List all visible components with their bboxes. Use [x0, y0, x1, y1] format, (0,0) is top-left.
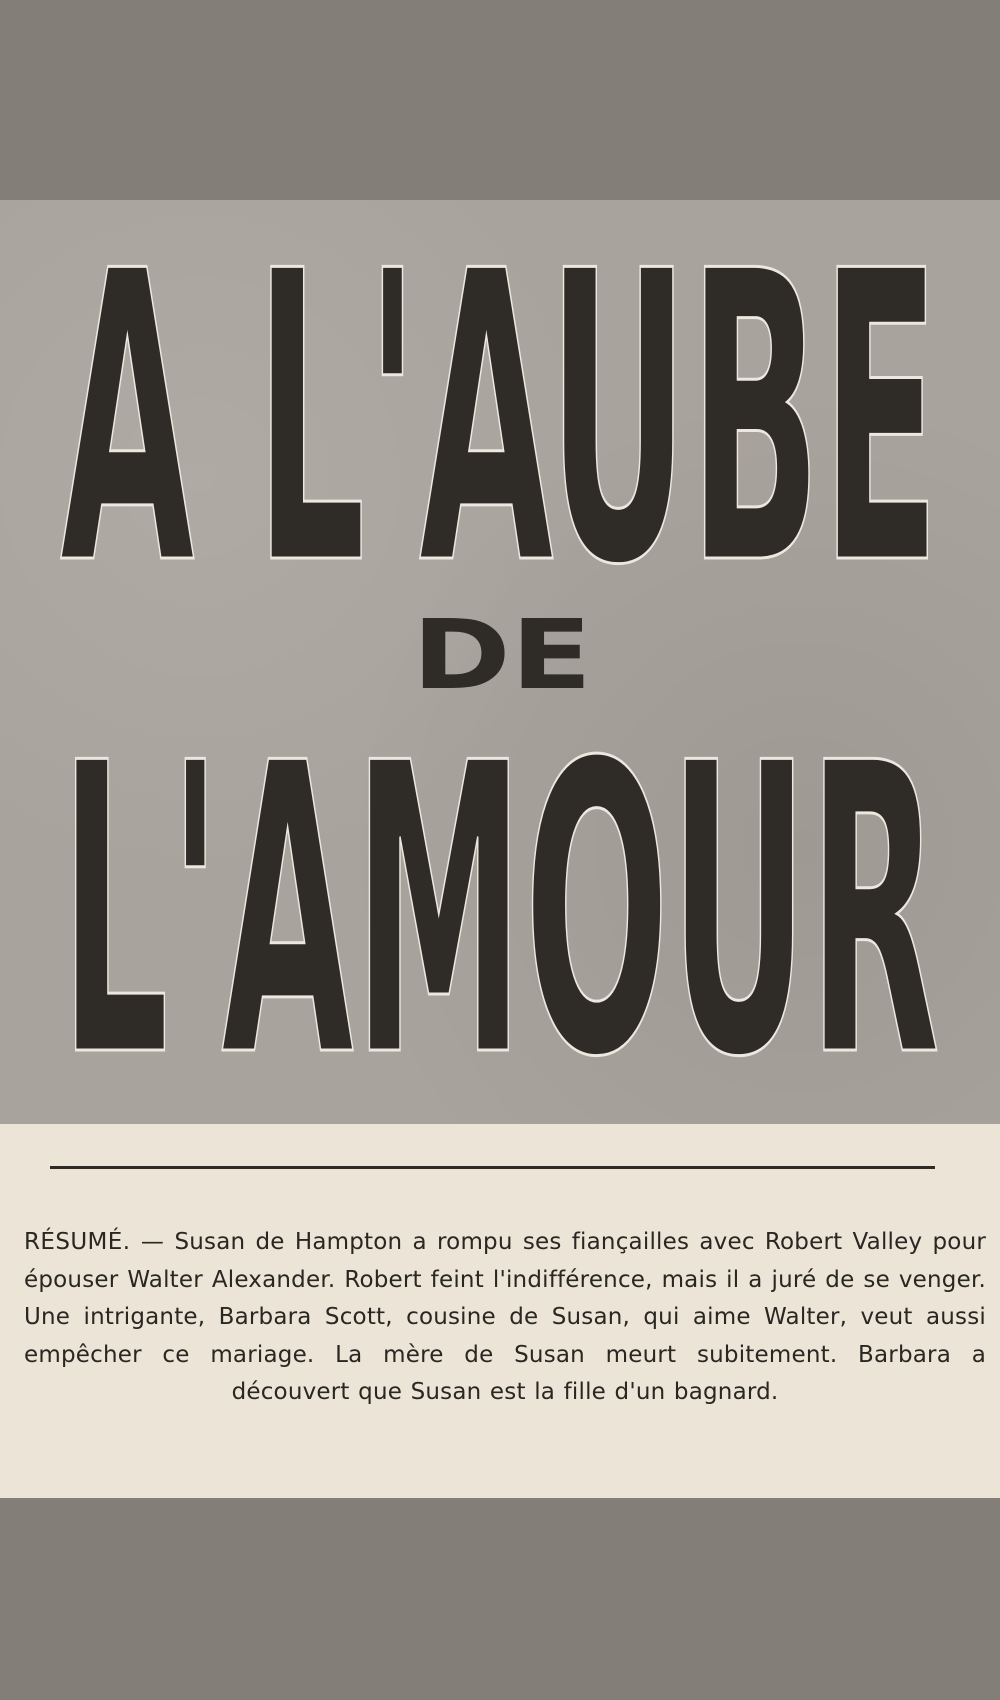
summary-lead: RÉSUMÉ. — — [24, 1229, 165, 1255]
story-title — [0, 200, 1000, 1124]
divider-rule — [50, 1166, 935, 1169]
title-line-1: A L'AUBE — [60, 200, 940, 653]
summary-text: Susan de Hampton a rompu ses fiançailles avec Robert Valley pour épouser Walter Alexander. Robert feint l'indifférence, mais il a juré de se venger. Une intrigante, Barbara Scott, cousine de Susan, qui aime Walter, veut aussi empêcher ce mariage. La mère de Susan meurt subitement. Barbara a découvert que Susan est la fille d'un bagnard. — [24, 1229, 987, 1405]
magazine-clipping — [0, 200, 1000, 1498]
summary-paragraph — [24, 1224, 986, 1412]
summary-panel — [0, 1124, 1000, 1498]
title-line-3: L'AMOUR — [60, 680, 940, 1124]
title-line-2: DE — [412, 599, 592, 711]
title-panel — [0, 200, 1000, 1124]
